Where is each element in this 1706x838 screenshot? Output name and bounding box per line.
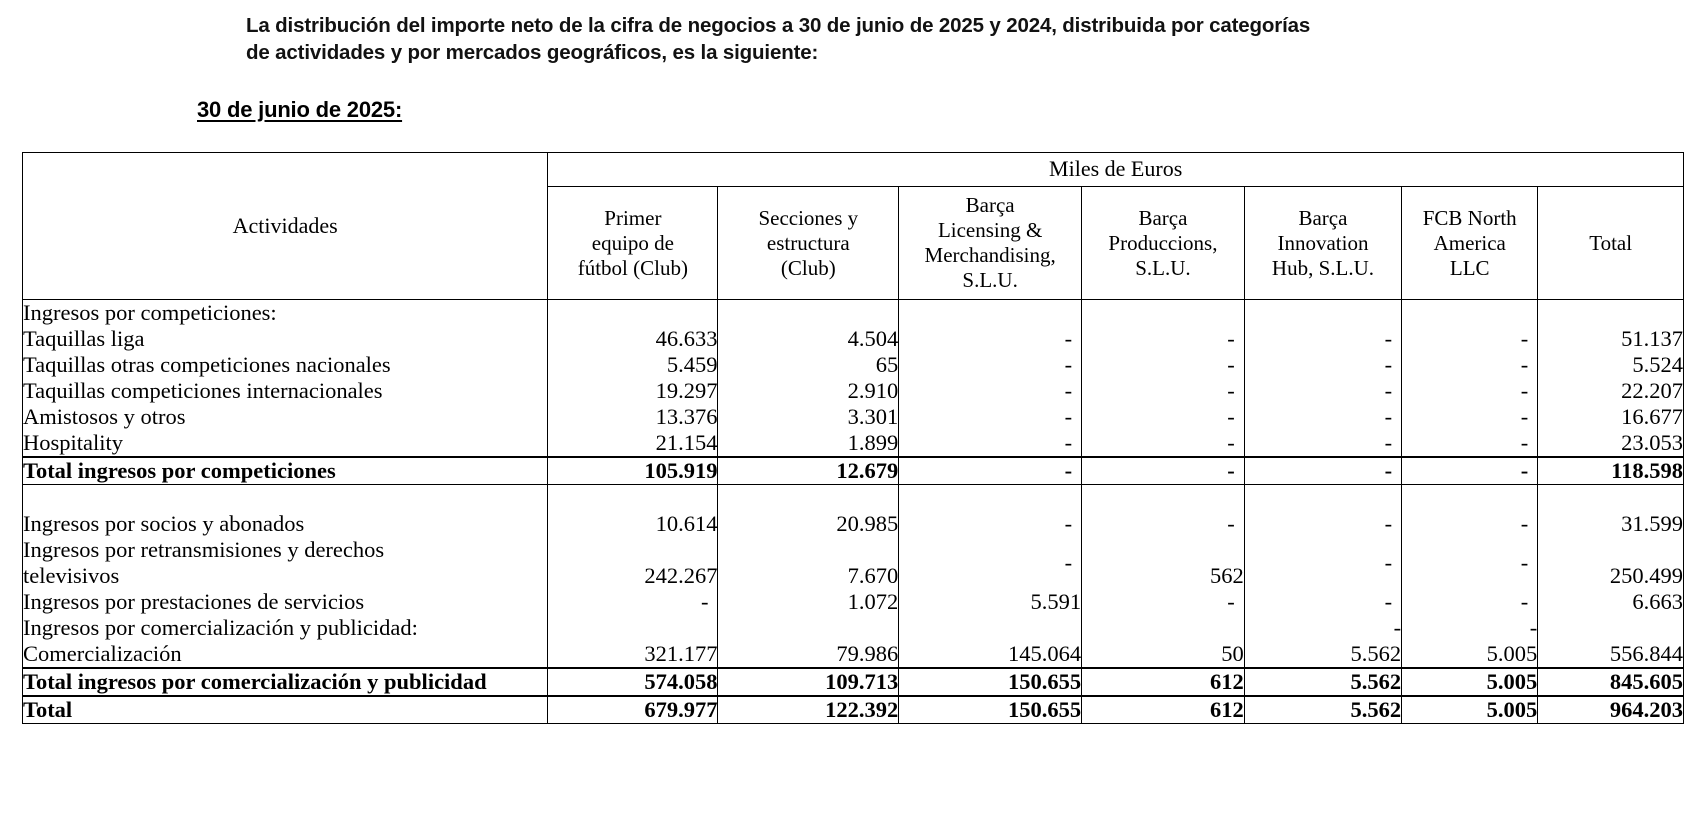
cell-value: -: [1402, 404, 1538, 430]
header-col-1: [718, 187, 899, 300]
cell-value: [1244, 615, 1401, 668]
cell-value: [1082, 615, 1245, 668]
cell-value: [718, 537, 899, 589]
cell-value: [1082, 485, 1245, 512]
cell-value-line-2: 321.177: [644, 641, 718, 666]
header-units: Miles de Euros: [548, 153, 1684, 187]
cell-value: 51.137: [1538, 326, 1684, 352]
intro-paragraph: [246, 12, 1492, 66]
header-col-4-line: Innovation: [1277, 230, 1369, 255]
cell-value: [1402, 615, 1538, 668]
row-label: Ingresos por socios y abonados: [23, 511, 548, 537]
header-col-6: [1538, 187, 1684, 300]
cell-value: -: [1244, 589, 1401, 615]
cell-value: -: [1244, 326, 1401, 352]
cell-value: 5.562: [1244, 668, 1401, 696]
header-col-4-line: Hub, S.L.U.: [1271, 255, 1375, 280]
cell-value: 5.591: [899, 589, 1082, 615]
header-col-0: [548, 187, 718, 300]
header-col-0-line: fútbol (Club): [577, 255, 688, 280]
cell-value: 679.977: [548, 696, 718, 724]
cell-value: 23.053: [1538, 430, 1684, 457]
header-actividades: Actividades: [23, 153, 548, 300]
table-row: [23, 511, 1684, 537]
header-col-3: [1082, 187, 1245, 300]
cell-value: 574.058: [548, 668, 718, 696]
header-col-1-line: Secciones y: [758, 205, 859, 230]
header-col-5-line: America: [1433, 230, 1506, 255]
header-col-4: [1244, 187, 1401, 300]
header-col-5-line: FCB North: [1422, 205, 1517, 230]
cell-value: [548, 300, 718, 327]
cell-value: -: [899, 511, 1082, 537]
cell-value: -: [1402, 589, 1538, 615]
cell-value: -: [1082, 404, 1245, 430]
section-heading: 30 de junio de 2025:: [197, 97, 403, 122]
cell-value: -: [1244, 378, 1401, 404]
revenue-table-container: [22, 152, 1684, 724]
intro-line-1: La distribución del importe neto de la cifra de negocios a 30 de junio de 2025 y 2024, distribuida por categorías: [246, 14, 1311, 37]
table-row: [23, 485, 1684, 512]
cell-value-line-1: -: [1520, 550, 1529, 575]
cell-value: [718, 300, 899, 327]
header-col-4-line: Barça: [1298, 205, 1348, 230]
cell-value: 1.072: [718, 589, 899, 615]
cell-value: -: [1402, 430, 1538, 457]
cell-value: [1538, 537, 1684, 589]
cell-value: -: [899, 430, 1082, 457]
cell-value: [1244, 485, 1401, 512]
cell-value: 22.207: [1538, 378, 1684, 404]
table-row: [23, 404, 1684, 430]
cell-value: -: [1244, 352, 1401, 378]
cell-value: 5.005: [1402, 696, 1538, 724]
cell-value: -: [1082, 430, 1245, 457]
cell-value: [899, 615, 1082, 668]
cell-value: [1538, 300, 1684, 327]
cell-value: 150.655: [899, 668, 1082, 696]
cell-value: 845.605: [1538, 668, 1684, 696]
cell-value-line-2: 145.064: [1007, 641, 1082, 666]
row-label: Ingresos por competiciones:: [23, 300, 548, 327]
cell-value-line-1: -: [1064, 550, 1073, 575]
cell-value: -: [1082, 352, 1245, 378]
table-row: [23, 537, 1684, 589]
cell-value: -: [1082, 589, 1245, 615]
cell-value: -: [1244, 457, 1401, 485]
cell-value: 150.655: [899, 696, 1082, 724]
cell-value-line-1: -: [1384, 550, 1393, 575]
cell-value: 1.899: [718, 430, 899, 457]
cell-value-line-2: 556.844: [1609, 641, 1683, 666]
cell-value: [548, 537, 718, 589]
cell-value: -: [1244, 511, 1401, 537]
cell-value: [1538, 485, 1684, 512]
cell-value: [548, 615, 718, 668]
cell-value: 122.392: [718, 696, 899, 724]
cell-value: 3.301: [718, 404, 899, 430]
table-row: [23, 457, 1684, 485]
row-label: Hospitality: [23, 430, 548, 457]
row-label-line: Comercialización: [23, 641, 182, 666]
cell-value: 5.005: [1402, 668, 1538, 696]
cell-value: -: [899, 457, 1082, 485]
row-label: [23, 537, 548, 589]
row-label: Taquillas otras competiciones nacionales: [23, 352, 548, 378]
header-col-5: [1402, 187, 1538, 300]
cell-value: 612: [1082, 668, 1245, 696]
cell-value: 118.598: [1538, 457, 1684, 485]
cell-value: [1082, 300, 1245, 327]
cell-value: -: [899, 378, 1082, 404]
table-row: [23, 615, 1684, 668]
cell-value-line-2: 5.562: [1350, 641, 1402, 666]
revenue-table: [22, 152, 1684, 724]
table-row: [23, 300, 1684, 327]
cell-value: 13.376: [548, 404, 718, 430]
header-col-1-line: estructura: [766, 230, 850, 255]
cell-value: [1244, 300, 1401, 327]
cell-value: [899, 485, 1082, 512]
cell-value: -: [1082, 378, 1245, 404]
cell-value: -: [1082, 511, 1245, 537]
cell-value: -: [899, 326, 1082, 352]
cell-value: 2.910: [718, 378, 899, 404]
cell-value-line-1: -: [1393, 615, 1402, 640]
table-body: [23, 300, 1684, 724]
cell-value: [1402, 485, 1538, 512]
header-col-3-line: S.L.U.: [1135, 255, 1191, 280]
row-label: Amistosos y otros: [23, 404, 548, 430]
cell-value: 4.504: [718, 326, 899, 352]
cell-value: 612: [1082, 696, 1245, 724]
row-label: Total ingresos por comercialización y publicidad: [23, 668, 548, 696]
cell-value: [1082, 537, 1245, 589]
cell-value: -: [899, 352, 1082, 378]
row-label: [23, 615, 548, 668]
header-col-2-line: Licensing &: [937, 218, 1043, 242]
header-col-1-line: (Club): [780, 255, 836, 280]
cell-value: 20.985: [718, 511, 899, 537]
cell-value: 46.633: [548, 326, 718, 352]
row-label: Taquillas liga: [23, 326, 548, 352]
cell-value: 21.154: [548, 430, 718, 457]
cell-value: -: [1402, 457, 1538, 485]
cell-value: 6.663: [1538, 589, 1684, 615]
row-label-line: televisivos: [23, 563, 120, 588]
table-row: [23, 326, 1684, 352]
cell-value: 5.562: [1244, 696, 1401, 724]
table-row: [23, 668, 1684, 696]
cell-value: -: [1244, 404, 1401, 430]
cell-value: [1244, 537, 1401, 589]
cell-value: [548, 485, 718, 512]
cell-value: [718, 485, 899, 512]
cell-value-line-2: 79.986: [836, 641, 899, 666]
cell-value: 65: [718, 352, 899, 378]
header-col-3-line: Produccions,: [1108, 230, 1218, 255]
table-head: [23, 153, 1684, 300]
cell-value: -: [899, 404, 1082, 430]
table-row: [23, 696, 1684, 724]
header-col-0-line: Primer: [604, 205, 662, 230]
cell-value: [899, 300, 1082, 327]
cell-value-line-2: 7.670: [847, 563, 899, 588]
header-col-0-line: equipo de: [591, 230, 674, 255]
cell-value: 12.679: [718, 457, 899, 485]
row-label: Taquillas competiciones internacionales: [23, 378, 548, 404]
cell-value-line-1: -: [1529, 615, 1538, 640]
header-col-2-line: S.L.U.: [962, 268, 1018, 292]
cell-value: -: [1244, 430, 1401, 457]
cell-value: [1402, 300, 1538, 327]
cell-value: -: [1402, 511, 1538, 537]
cell-value-line-2: 50: [1221, 641, 1244, 666]
cell-value: [1538, 615, 1684, 668]
header-col-3-line: Barça: [1138, 205, 1188, 230]
cell-value-line-2: 250.499: [1609, 563, 1683, 588]
cell-value: -: [1402, 378, 1538, 404]
row-label: [23, 485, 548, 512]
header-col-2: [899, 187, 1082, 300]
cell-value: [1402, 537, 1538, 589]
cell-value: -: [548, 589, 718, 615]
cell-value: 964.203: [1538, 696, 1684, 724]
cell-value: 5.459: [548, 352, 718, 378]
table-row: [23, 352, 1684, 378]
cell-value: -: [1402, 352, 1538, 378]
header-col-2-line: Merchandising,: [924, 243, 1056, 267]
header-col-2-line: Barça: [965, 193, 1015, 217]
cell-value: -: [1082, 457, 1245, 485]
row-label: Total: [23, 696, 548, 724]
intro-line-2: de actividades y por mercados geográficos, es la siguiente:: [246, 41, 819, 64]
cell-value-line-2: 242.267: [644, 563, 718, 588]
cell-value: 16.677: [1538, 404, 1684, 430]
cell-value-line-2: 562: [1210, 563, 1244, 588]
header-col-5-line: LLC: [1449, 255, 1490, 280]
table-row: [23, 378, 1684, 404]
row-label-line: Ingresos por retransmisiones y derechos: [23, 537, 385, 562]
cell-value: 10.614: [548, 511, 718, 537]
cell-value: 19.297: [548, 378, 718, 404]
header-row-units: [23, 153, 1684, 187]
cell-value: 31.599: [1538, 511, 1684, 537]
cell-value: [899, 537, 1082, 589]
cell-value: -: [1402, 326, 1538, 352]
table-row: [23, 430, 1684, 457]
cell-value-line-2: 5.005: [1486, 641, 1538, 666]
cell-value: 109.713: [718, 668, 899, 696]
cell-value: -: [1082, 326, 1245, 352]
header-col-6-line: Total: [1589, 230, 1633, 255]
row-label-line: Ingresos por comercialización y publicidad:: [23, 615, 418, 640]
cell-value: [718, 615, 899, 668]
table-row: [23, 589, 1684, 615]
cell-value: 105.919: [548, 457, 718, 485]
cell-value: 5.524: [1538, 352, 1684, 378]
row-label: Ingresos por prestaciones de servicios: [23, 589, 548, 615]
row-label: Total ingresos por competiciones: [23, 457, 548, 485]
